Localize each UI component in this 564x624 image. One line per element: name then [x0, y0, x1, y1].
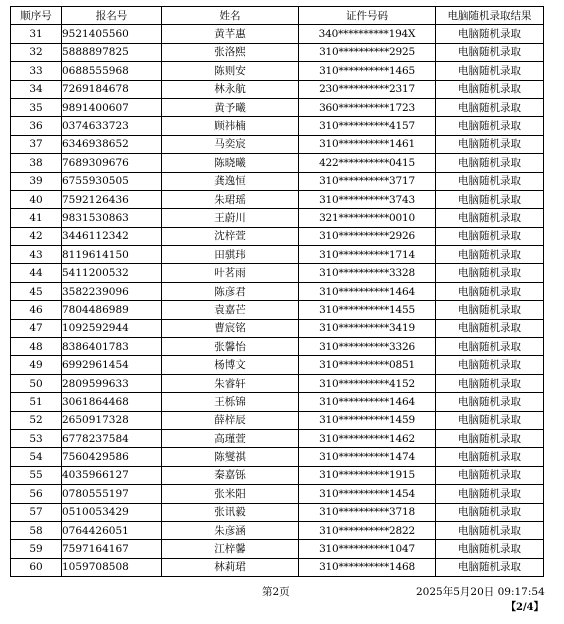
cell-sequence: 32 [11, 43, 62, 61]
cell-result: 电脑随机录取 [436, 521, 544, 539]
cell-sequence: 53 [11, 429, 62, 447]
cell-result: 电脑随机录取 [436, 154, 544, 172]
cell-registration-no: 0780555197 [62, 485, 162, 503]
cell-id-number: 230**********2317 [299, 80, 436, 98]
cell-name: 顾祎楠 [162, 117, 299, 135]
cell-registration-no: 3582239096 [62, 282, 162, 300]
table-row [11, 117, 544, 135]
cell-id-number: 310**********1714 [299, 246, 436, 264]
cell-result: 电脑随机录取 [436, 98, 544, 116]
header-sequence: 顺序号 [11, 7, 62, 25]
cell-result: 电脑随机录取 [436, 485, 544, 503]
cell-sequence: 47 [11, 319, 62, 337]
cell-sequence: 41 [11, 209, 62, 227]
cell-id-number: 321**********0010 [299, 209, 436, 227]
table-row [11, 503, 544, 521]
cell-result: 电脑随机录取 [436, 356, 544, 374]
header-row [11, 7, 544, 25]
cell-sequence: 35 [11, 98, 62, 116]
cell-name: 江梓馨 [162, 540, 299, 558]
cell-sequence: 54 [11, 448, 62, 466]
table-row [11, 98, 544, 116]
cell-id-number: 310**********1468 [299, 558, 436, 576]
table-row [11, 319, 544, 337]
table-row [11, 393, 544, 411]
cell-sequence: 50 [11, 374, 62, 392]
cell-id-number: 310**********2822 [299, 521, 436, 539]
header-name: 姓名 [162, 7, 299, 25]
cell-sequence: 37 [11, 135, 62, 153]
table-row [11, 374, 544, 392]
cell-registration-no: 6346938652 [62, 135, 162, 153]
table-row [11, 466, 544, 484]
cell-name: 朱彦涵 [162, 521, 299, 539]
cell-name: 黄芊惠 [162, 25, 299, 43]
table-row [11, 135, 544, 153]
cell-result: 电脑随机录取 [436, 172, 544, 190]
table-row [11, 356, 544, 374]
cell-result: 电脑随机录取 [436, 25, 544, 43]
cell-registration-no: 7269184678 [62, 80, 162, 98]
cell-registration-no: 0764426051 [62, 521, 162, 539]
cell-registration-no: 1059708508 [62, 558, 162, 576]
cell-result: 电脑随机录取 [436, 282, 544, 300]
cell-sequence: 36 [11, 117, 62, 135]
cell-registration-no: 7597164167 [62, 540, 162, 558]
cell-result: 电脑随机录取 [436, 411, 544, 429]
table-row [11, 62, 544, 80]
cell-registration-no: 3446112342 [62, 227, 162, 245]
table-row [11, 43, 544, 61]
cell-id-number: 310**********4157 [299, 117, 436, 135]
cell-result: 电脑随机录取 [436, 319, 544, 337]
cell-id-number: 310**********4152 [299, 374, 436, 392]
cell-id-number: 422**********0415 [299, 154, 436, 172]
cell-sequence: 55 [11, 466, 62, 484]
table-row [11, 154, 544, 172]
table-row [11, 264, 544, 282]
cell-sequence: 56 [11, 485, 62, 503]
cell-result: 电脑随机录取 [436, 135, 544, 153]
table-row [11, 411, 544, 429]
cell-id-number: 310**********3743 [299, 190, 436, 208]
cell-id-number: 310**********1459 [299, 411, 436, 429]
cell-sequence: 46 [11, 301, 62, 319]
cell-result: 电脑随机录取 [436, 503, 544, 521]
table-row [11, 521, 544, 539]
cell-sequence: 60 [11, 558, 62, 576]
cell-id-number: 310**********2926 [299, 227, 436, 245]
cell-name: 高瑾萱 [162, 429, 299, 447]
cell-name: 叶茗雨 [162, 264, 299, 282]
cell-sequence: 38 [11, 154, 62, 172]
header-id-number: 证件号码 [299, 7, 436, 25]
cell-result: 电脑随机录取 [436, 80, 544, 98]
cell-registration-no: 1092592944 [62, 319, 162, 337]
table-row [11, 80, 544, 98]
table-row [11, 190, 544, 208]
cell-sequence: 34 [11, 80, 62, 98]
cell-name: 张米阳 [162, 485, 299, 503]
cell-name: 张讯毅 [162, 503, 299, 521]
table-row [11, 485, 544, 503]
cell-registration-no: 6755930505 [62, 172, 162, 190]
table-row [11, 246, 544, 264]
cell-id-number: 310**********1915 [299, 466, 436, 484]
cell-name: 袁嘉芒 [162, 301, 299, 319]
cell-name: 朱珺瑶 [162, 190, 299, 208]
cell-name: 田骐玮 [162, 246, 299, 264]
cell-id-number: 360**********1723 [299, 98, 436, 116]
cell-name: 马奕宸 [162, 135, 299, 153]
cell-sequence: 51 [11, 393, 62, 411]
cell-name: 秦嘉铄 [162, 466, 299, 484]
cell-result: 电脑随机录取 [436, 429, 544, 447]
cell-id-number: 310**********1454 [299, 485, 436, 503]
cell-result: 电脑随机录取 [436, 117, 544, 135]
cell-id-number: 310**********3718 [299, 503, 436, 521]
cell-id-number: 310**********3419 [299, 319, 436, 337]
cell-registration-no: 8119614150 [62, 246, 162, 264]
cell-sequence: 49 [11, 356, 62, 374]
cell-registration-no: 2809599633 [62, 374, 162, 392]
cell-id-number: 310**********2925 [299, 43, 436, 61]
cell-id-number: 310**********1462 [299, 429, 436, 447]
cell-name: 沈梓萱 [162, 227, 299, 245]
cell-registration-no: 3061864468 [62, 393, 162, 411]
cell-name: 龚逸恒 [162, 172, 299, 190]
cell-registration-no: 9521405560 [62, 25, 162, 43]
cell-sequence: 45 [11, 282, 62, 300]
cell-result: 电脑随机录取 [436, 301, 544, 319]
cell-sequence: 40 [11, 190, 62, 208]
cell-result: 电脑随机录取 [436, 540, 544, 558]
cell-sequence: 33 [11, 62, 62, 80]
cell-sequence: 39 [11, 172, 62, 190]
table-row [11, 448, 544, 466]
table-row [11, 172, 544, 190]
table-body [11, 25, 544, 577]
cell-registration-no: 4035966127 [62, 466, 162, 484]
cell-sequence: 42 [11, 227, 62, 245]
cell-registration-no: 9891400607 [62, 98, 162, 116]
cell-result: 电脑随机录取 [436, 227, 544, 245]
cell-sequence: 52 [11, 411, 62, 429]
table-header [11, 7, 544, 25]
cell-sequence: 31 [11, 25, 62, 43]
cell-id-number: 310**********3328 [299, 264, 436, 282]
cell-name: 张馨怡 [162, 338, 299, 356]
cell-id-number: 310**********0851 [299, 356, 436, 374]
table-row [11, 558, 544, 576]
cell-result: 电脑随机录取 [436, 62, 544, 80]
cell-registration-no: 5888897825 [62, 43, 162, 61]
cell-name: 曹宸铭 [162, 319, 299, 337]
cell-result: 电脑随机录取 [436, 558, 544, 576]
cell-name: 王栎锦 [162, 393, 299, 411]
cell-registration-no: 7804486989 [62, 301, 162, 319]
table-row [11, 227, 544, 245]
table-row [11, 301, 544, 319]
cell-registration-no: 0688555968 [62, 62, 162, 80]
cell-name: 黄予曦 [162, 98, 299, 116]
cell-registration-no: 9831530863 [62, 209, 162, 227]
cell-id-number: 310**********3326 [299, 338, 436, 356]
cell-name: 陈晓曦 [162, 154, 299, 172]
admission-table [10, 6, 544, 577]
cell-name: 陈则安 [162, 62, 299, 80]
cell-sequence: 58 [11, 521, 62, 539]
cell-result: 电脑随机录取 [436, 264, 544, 282]
cell-name: 杨博文 [162, 356, 299, 374]
cell-id-number: 310**********1047 [299, 540, 436, 558]
cell-name: 陈彦君 [162, 282, 299, 300]
cell-id-number: 340**********194X [299, 25, 436, 43]
cell-name: 王蔚川 [162, 209, 299, 227]
cell-result: 电脑随机录取 [436, 209, 544, 227]
cell-id-number: 310**********1464 [299, 282, 436, 300]
cell-result: 电脑随机录取 [436, 246, 544, 264]
cell-id-number: 310**********1464 [299, 393, 436, 411]
cell-result: 电脑随机录取 [436, 393, 544, 411]
cell-name: 朱睿轩 [162, 374, 299, 392]
cell-registration-no: 7560429586 [62, 448, 162, 466]
cell-name: 薛梓辰 [162, 411, 299, 429]
cell-name: 林永航 [162, 80, 299, 98]
table-row [11, 429, 544, 447]
cell-id-number: 310**********3717 [299, 172, 436, 190]
table-row [11, 209, 544, 227]
cell-name: 林莉珺 [162, 558, 299, 576]
cell-id-number: 310**********1455 [299, 301, 436, 319]
cell-registration-no: 0374633723 [62, 117, 162, 135]
cell-sequence: 44 [11, 264, 62, 282]
table-row [11, 282, 544, 300]
cell-result: 电脑随机录取 [436, 448, 544, 466]
cell-sequence: 43 [11, 246, 62, 264]
cell-registration-no: 7592126436 [62, 190, 162, 208]
table-row [11, 338, 544, 356]
header-result: 电脑随机录取结果 [436, 7, 544, 25]
page-count: 【2/4】 [506, 602, 544, 613]
cell-sequence: 59 [11, 540, 62, 558]
cell-id-number: 310**********1474 [299, 448, 436, 466]
cell-result: 电脑随机录取 [436, 190, 544, 208]
cell-result: 电脑随机录取 [436, 374, 544, 392]
table-row [11, 540, 544, 558]
cell-id-number: 310**********1465 [299, 62, 436, 80]
table-row [11, 25, 544, 43]
cell-id-number: 310**********1461 [299, 135, 436, 153]
cell-registration-no: 7689309676 [62, 154, 162, 172]
cell-name: 陈燮祺 [162, 448, 299, 466]
cell-registration-no: 2650917328 [62, 411, 162, 429]
cell-sequence: 57 [11, 503, 62, 521]
cell-result: 电脑随机录取 [436, 466, 544, 484]
cell-sequence: 48 [11, 338, 62, 356]
cell-registration-no: 8386401783 [62, 338, 162, 356]
print-timestamp: 2025年5月20日 09:17:54 [416, 586, 545, 598]
header-registration-no: 报名号 [62, 7, 162, 25]
cell-registration-no: 5411200532 [62, 264, 162, 282]
page-label: 第2页 [262, 586, 290, 598]
cell-result: 电脑随机录取 [436, 43, 544, 61]
cell-name: 张洛熙 [162, 43, 299, 61]
cell-registration-no: 6992961454 [62, 356, 162, 374]
cell-registration-no: 6778237584 [62, 429, 162, 447]
cell-result: 电脑随机录取 [436, 338, 544, 356]
cell-registration-no: 0510053429 [62, 503, 162, 521]
